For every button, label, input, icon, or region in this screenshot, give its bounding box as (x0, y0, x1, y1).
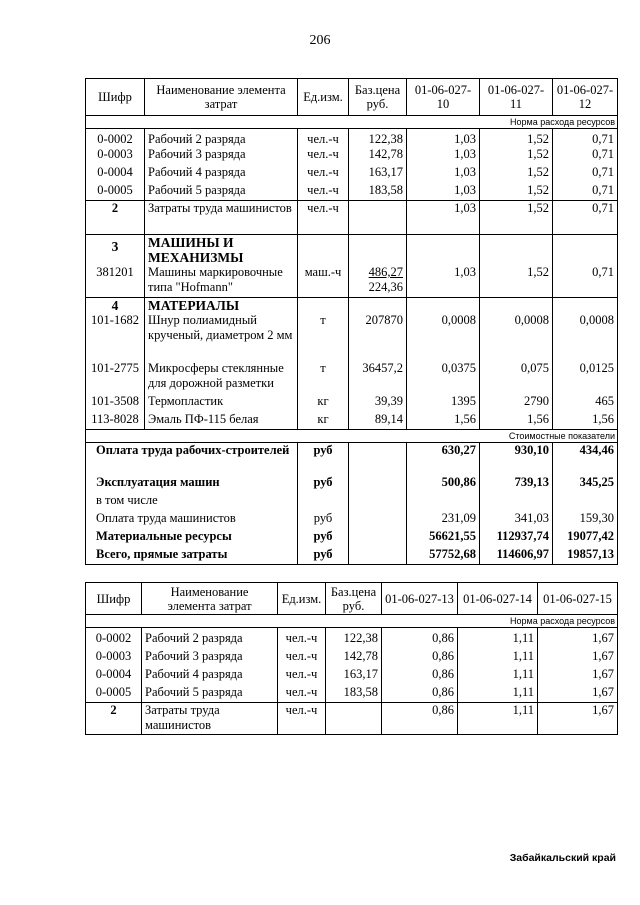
cost-row-materials: Материальные ресурсы руб 56621,55 112937,74 19077,42 (86, 529, 618, 547)
norm-label-row (86, 615, 618, 628)
cost-label-row (86, 430, 618, 443)
header-col-14: 01-06-027-14 (458, 583, 538, 615)
cost-row-total: Всего, прямые затраты руб 57752,68 114606,97 19857,13 (86, 547, 618, 565)
table-row: 0-0002 Рабочий 2 разряда чел.-ч 122,38 1,03 1,52 0,71 (86, 132, 618, 147)
norm-label: Норма расхода ресурсов (86, 615, 618, 628)
table-row: 101-2775 Микросферы стеклянные для дорожной разметки т 36457,2 0,0375 0,075 0,0125 (86, 361, 618, 394)
table-row: 101-3508 Термопластик кг 39,39 1395 2790 465 (86, 394, 618, 412)
header-code: Шифр (86, 583, 142, 615)
table-row: 381201 Машины маркировочные типа "Hofmann" маш.-ч 486,27 224,36 1,03 1,52 0,71 (86, 265, 618, 297)
cost-row-including: в том числе (86, 493, 618, 511)
table-row: 0-0002 Рабочий 2 разряда чел.-ч 122,38 0,86 1,11 1,67 (86, 631, 618, 649)
section-code: 3 (86, 235, 145, 266)
header-unit: Ед.изм. (298, 79, 349, 116)
header-col-15: 01-06-027-15 (538, 583, 618, 615)
machines-section-row (86, 235, 618, 266)
page-number: 206 (309, 33, 331, 48)
table-row: 113-8028 Эмаль ПФ-115 белая кг 89,14 1,56 1,56 1,56 (86, 412, 618, 430)
cost-row-labor: Оплата труда рабочих-строителей руб 630,27 930,10 434,46 (86, 443, 618, 475)
region-footer: Забайкальский край (509, 852, 616, 864)
table-row: 0-0005 Рабочий 5 разряда чел.-ч 183,58 1,03 1,52 0,71 (86, 183, 618, 201)
table-row: 0-0004 Рабочий 4 разряда чел.-ч 163,17 1,03 1,52 0,71 (86, 165, 618, 183)
table-row: 0-0003 Рабочий 3 разряда чел.-ч 142,78 1,03 1,52 0,71 (86, 147, 618, 165)
section-title: МАТЕРИАЛЫ (145, 297, 298, 313)
norm-label: Норма расхода ресурсов (86, 116, 618, 129)
resource-table-1 (85, 78, 618, 565)
header-name: Наименование элемента затрат (142, 583, 278, 615)
section-title: МАШИНЫ И МЕХАНИЗМЫ (145, 235, 298, 266)
section-code: 4 (86, 297, 145, 313)
cost-label: Стоимостные показатели (86, 430, 618, 443)
header-col-11: 01-06-027-11 (480, 79, 553, 116)
price-machinist: 224,36 (368, 280, 403, 294)
header-col-13: 01-06-027-13 (382, 583, 458, 615)
machinists-row: 2 Затраты труда машинистов чел.-ч 0,86 1,11 1,67 (86, 703, 618, 735)
header-code: Шифр (86, 79, 145, 116)
resource-table-2 (85, 582, 618, 735)
norm-label-row (86, 116, 618, 129)
cost-row-machines: Эксплуатация машин руб 500,86 739,13 345,25 (86, 475, 618, 493)
table-row: 101-1682 Шнур полиамидный крученый, диаметром 2 мм т 207870 0,0008 0,0008 0,0008 (86, 313, 618, 361)
materials-section-row (86, 297, 618, 313)
table-row: 0-0004 Рабочий 4 разряда чел.-ч 163,17 0,86 1,11 1,67 (86, 667, 618, 685)
table-row: 0-0003 Рабочий 3 разряда чел.-ч 142,78 0,86 1,11 1,67 (86, 649, 618, 667)
header-name: Наименование элемента затрат (145, 79, 298, 116)
table-header (86, 583, 618, 615)
table-row: 0-0005 Рабочий 5 разряда чел.-ч 183,58 0,86 1,11 1,67 (86, 685, 618, 703)
header-col-10: 01-06-027-10 (407, 79, 480, 116)
price-machine: 486,27 (368, 265, 403, 279)
header-col-12: 01-06-027-12 (553, 79, 618, 116)
header-price: Баз.цена руб. (326, 583, 382, 615)
table-header (86, 79, 618, 116)
machinists-row: 2 Затраты труда машинистов чел.-ч 1,03 1,52 0,71 (86, 201, 618, 235)
header-unit: Ед.изм. (278, 583, 326, 615)
cost-row-machinist-pay: Оплата труда машинистов руб 231,09 341,03 159,30 (86, 511, 618, 529)
header-price: Баз.цена руб. (349, 79, 407, 116)
